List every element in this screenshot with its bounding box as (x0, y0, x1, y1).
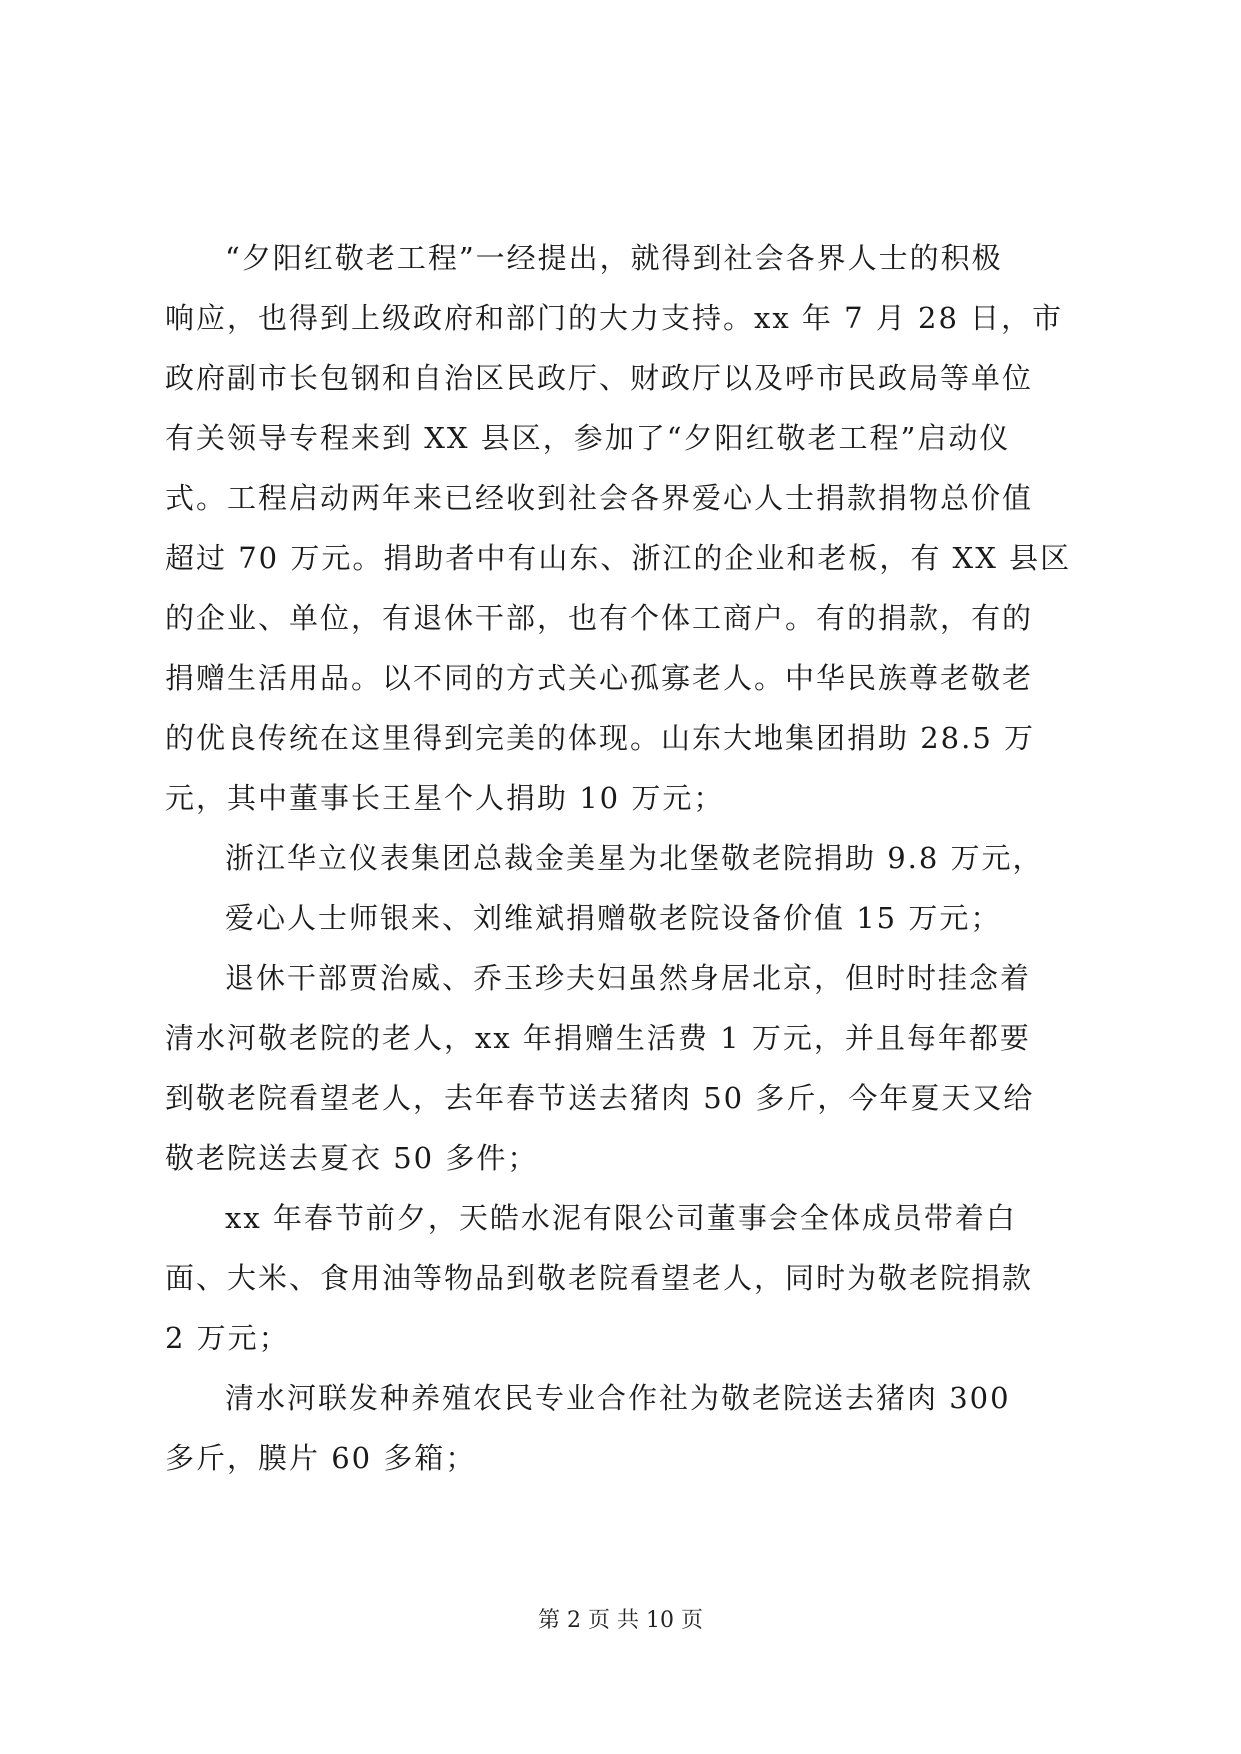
body-line: xx 年春节前夕，天皓水泥有限公司董事会全体成员带着白 (225, 1201, 1017, 1235)
body-line: 响应，也得到上级政府和部门的大力支持。xx 年 7 月 28 日，市 (165, 301, 1064, 335)
body-line: 退休干部贾治威、乔玉珍夫妇虽然身居北京，但时时挂念着 (225, 961, 1032, 995)
body-line: 多斤，膜片 60 多箱； (165, 1441, 477, 1475)
body-line: 到敬老院看望老人，去年春节送去猪肉 50 多斤，今年夏天又给 (165, 1081, 1035, 1115)
body-line: 元，其中董事长王星个人捐助 10 万元； (165, 781, 725, 815)
body-line: 捐赠生活用品。以不同的方式关心孤寡老人。中华民族尊老敬老 (165, 661, 1034, 695)
document-body (165, 228, 1075, 1488)
body-line: 清水河敬老院的老人，xx 年捐赠生活费 1 万元，并且每年都要 (165, 1021, 1031, 1055)
page-number-footer: 第 2 页 共 10 页 (538, 1608, 703, 1633)
body-line: “夕阳红敬老工程”一经提出，就得到社会各界人士的积极 (225, 241, 1003, 275)
body-line: 面、大米、食用油等物品到敬老院看望老人，同时为敬老院捐款 (165, 1261, 1034, 1295)
body-line: 政府副市长包钢和自治区民政厅、财政厅以及呼市民政局等单位 (165, 361, 1034, 395)
body-line: 爱心人士师银来、刘维斌捐赠敬老院设备价值 15 万元； (225, 901, 1002, 935)
body-line: 的优良传统在这里得到完美的体现。山东大地集团捐助 28.5 万 (165, 721, 1036, 755)
body-line: 式。工程启动两年来已经收到社会各界爱心人士捐款捐物总价值 (165, 481, 1034, 515)
body-line: 浙江华立仪表集团总裁金美星为北堡敬老院捐助 9.8 万元， (225, 841, 1044, 875)
body-line: 敬老院送去夏衣 50 多件； (165, 1141, 539, 1175)
body-line: 的企业、单位，有退休干部，也有个体工商户。有的捐款，有的 (165, 601, 1034, 635)
body-line: 有关领导专程来到 XX 县区，参加了“夕阳红敬老工程”启动仪 (165, 421, 1011, 455)
body-line: 清水河联发种养殖农民专业合作社为敬老院送去猪肉 300 (225, 1381, 1011, 1415)
body-line: 超过 70 万元。捐助者中有山东、浙江的企业和老板，有 XX 县区 (165, 541, 1072, 575)
body-line: 2 万元； (165, 1321, 290, 1355)
